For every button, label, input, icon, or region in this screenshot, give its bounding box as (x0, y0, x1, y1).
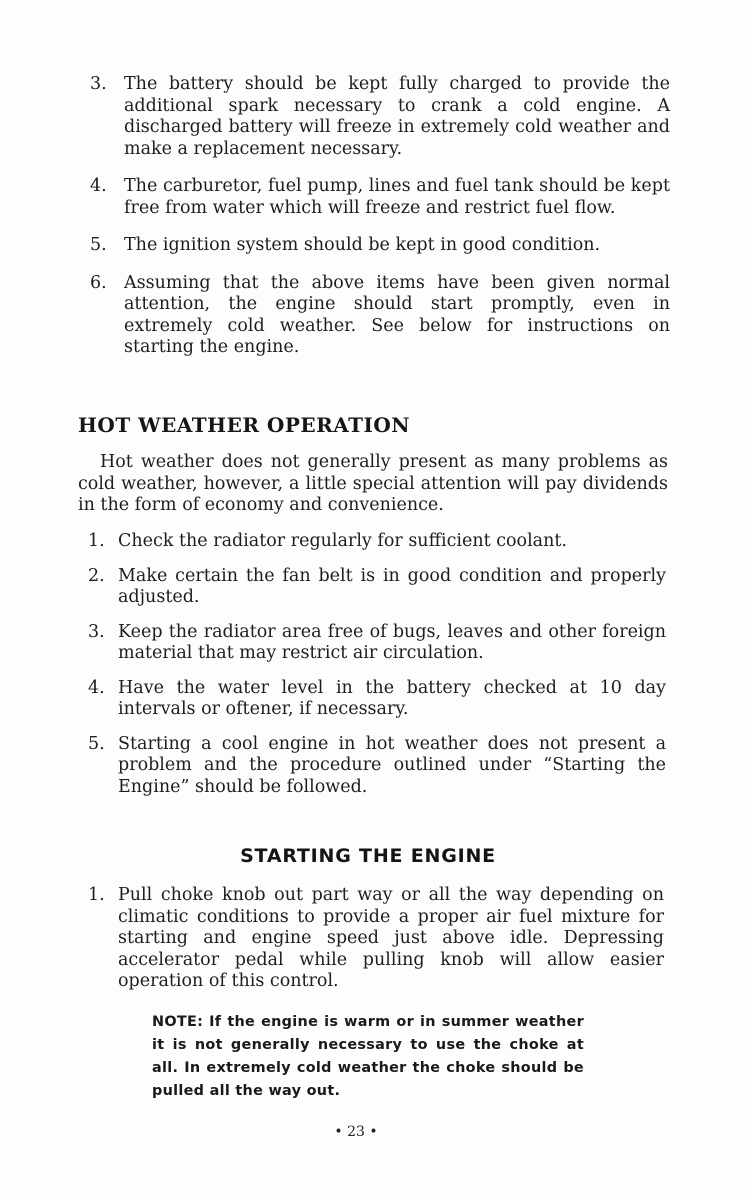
item-text: Pull choke knob out part way or all the way depending on climatic conditions to provide a proper air fuel mixture for starting and engine speed just above idle. Depressing accelerator pedal while pulling knob will allow easier operation of this control. (118, 885, 664, 991)
item-text: Make certain the fan belt is in good condition and properly adjusted. (118, 565, 666, 607)
item-number: 4. (88, 677, 105, 698)
item-text: Check the radiator regularly for sufficient coolant. (118, 531, 567, 551)
item-number: 3. (90, 74, 107, 94)
hot-weather-heading: HOT WEATHER OPERATION (78, 413, 411, 437)
item-text: Keep the radiator area free of bugs, leaves and other foreign material that may restrict air circulation. (118, 621, 666, 663)
cold-weather-list (90, 74, 670, 375)
item-text: Have the water level in the battery checked at 10 day intervals or oftener, if necessary. (118, 677, 666, 719)
list-item (90, 74, 670, 160)
item-number: 2. (88, 565, 105, 586)
item-number: 5. (88, 733, 105, 754)
list-item (88, 531, 666, 553)
list-item (88, 678, 666, 721)
choke-note: NOTE: If the engine is warm or in summer weather it is not generally necessary to use the choke at all. In extremely cold weather the choke should be pulled all the way out. (152, 1014, 584, 1099)
starting-engine-heading: STARTING THE ENGINE (240, 845, 496, 867)
list-item (90, 176, 670, 219)
list-item (88, 622, 666, 665)
item-number: 1. (88, 531, 105, 551)
item-number: 1. (88, 885, 105, 905)
item-number: 6. (90, 272, 107, 293)
item-text: The ignition system should be kept in good condition. (124, 235, 601, 255)
item-number: 4. (90, 176, 107, 196)
list-item (88, 885, 664, 993)
item-text: The carburetor, fuel pump, lines and fuel tank should be kept free from water which will freeze and restrict fuel flow. (124, 176, 670, 218)
list-item (90, 273, 670, 359)
page-number: • 23 • (334, 1124, 378, 1140)
item-text: The battery should be kept fully charged to provide the additional spark necessary to crank a cold engine. A discharged battery will freeze in extremely cold weather and make a replacement necessary. (124, 74, 670, 159)
item-text: Starting a cool engine in hot weather does not present a problem and the procedure outlined under “Starting the Engine” should be followed. (118, 733, 666, 797)
item-number: 5. (90, 235, 107, 255)
list-item (90, 235, 670, 257)
hot-weather-intro: Hot weather does not generally present as many problems as cold weather, however, a little special attention will pay dividends in the form of economy and convenience. (78, 452, 668, 515)
list-item (88, 566, 666, 609)
list-item (88, 734, 666, 799)
item-number: 3. (88, 621, 105, 642)
starting-engine-list (88, 885, 664, 993)
item-text: Assuming that the above items have been given normal attention, the engine should start promptly, even in extremely cold weather. See below for instructions on starting the engine. (124, 272, 670, 357)
hot-weather-list (88, 531, 666, 811)
